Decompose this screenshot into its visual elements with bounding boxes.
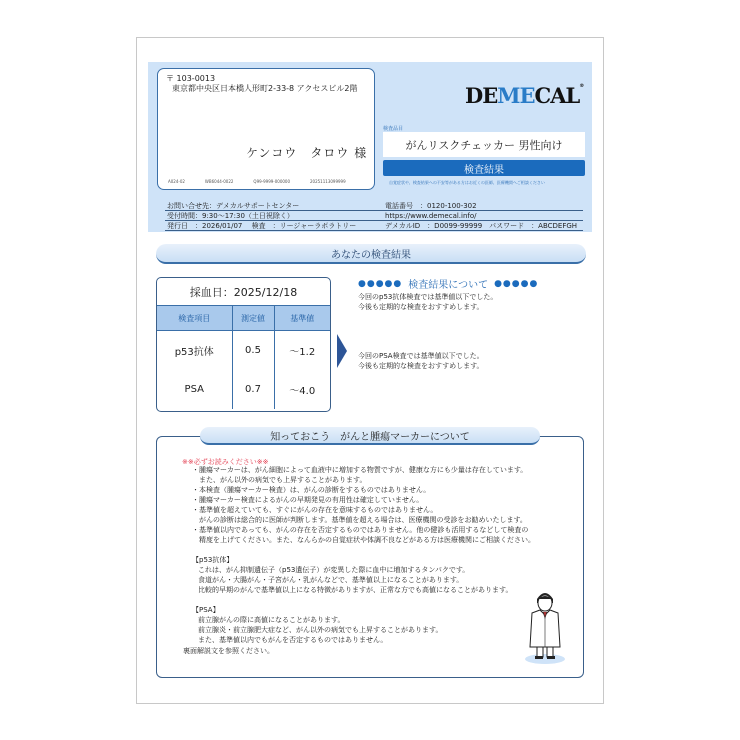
info-right: https://www.demecal.info/ — [385, 212, 477, 220]
result-comment-p53 — [358, 292, 497, 312]
contact-info — [165, 201, 583, 231]
bullet-line: また、がん以外の病気でも上昇することがあります。 — [192, 476, 367, 484]
warning-heading: ※※必ずお読みください※※ — [182, 458, 269, 466]
dots-decoration: ●●●●● — [494, 278, 539, 289]
result-banner: 検査結果 — [383, 160, 585, 176]
bullet-line: 精度を上げてください。また、なんらかの自覚症状や体調不良などがある方は医療機関にご相談ください。 — [192, 536, 535, 544]
about-results-label: 検査結果について — [408, 280, 489, 291]
knowledge-body — [192, 465, 562, 645]
bullet-line: ・基準値以内であっても、がんの存在を否定するものではありません。他の健診も活用するなどして検査の — [192, 526, 529, 534]
code: 20251113099999 — [310, 179, 346, 184]
column-header: 測定値 — [232, 306, 274, 331]
psa-line: また、基準値以内でもがんを否定するものではありません。 — [198, 636, 388, 644]
p53-line: 食道がん・大腸がん・子宮がん・乳がんなどで、基準値以上になることがあります。 — [198, 576, 464, 584]
code: A024-02 — [168, 179, 185, 184]
bullet-line: ・本検査（腫瘍マーカー検査）は、がんの診断をするものではありません。 — [192, 486, 431, 494]
demecal-logo — [465, 83, 583, 108]
recipient-name: ケンコウ タロウ 様 — [246, 146, 368, 160]
info-row — [165, 221, 583, 231]
result-comment-psa — [358, 351, 484, 371]
table-row — [157, 331, 330, 370]
results-table-card — [156, 277, 331, 412]
product-label: 検査品目 — [383, 126, 404, 132]
arrow-right-icon — [337, 334, 347, 368]
info-right: 電話番号 ：0120-100-302 — [385, 202, 477, 210]
registered-mark: ® — [579, 83, 584, 89]
tracking-codes — [168, 179, 368, 184]
logo-part: DE — [465, 83, 498, 108]
test-item: p53抗体 — [174, 346, 214, 358]
comment-line: 今後も定期的な検査をおすすめします。 — [358, 303, 484, 311]
comment-line: 今回のPSA検査では基準値以下でした。 — [358, 352, 484, 360]
table-header-row — [157, 306, 330, 331]
bullet-line: ・基準値を超えていても、すぐにがんの存在を意味するものではありません。 — [192, 506, 438, 514]
dots-decoration: ●●●●● — [358, 278, 403, 289]
table-row — [157, 370, 330, 409]
info-row — [165, 211, 583, 221]
advice-note: 自覚症状や、検査結果への不安等がある方はお近くの医師、医療機関へご相談ください — [389, 180, 545, 185]
logo-part: CAL — [534, 83, 580, 108]
bullet-line: がんの診断は総合的に医師が判断します。基準値を超える場合は、医療機関の受診をお勧めいたします。 — [192, 516, 527, 524]
comment-line: 今回のp53抗体検査では基準値以下でした。 — [358, 293, 498, 301]
test-item: PSA — [184, 383, 204, 395]
column-header: 基準値 — [274, 306, 330, 331]
reference-value: ～1.2 — [274, 331, 330, 370]
code: WB6044-0022 — [204, 179, 234, 184]
info-left: 受付時間：9:30～17:30（土日祝除く） — [167, 212, 294, 220]
collection-date: 採血日：2025/12/18 — [189, 285, 298, 299]
info-right: デメカルID ：D0099-99999 パスワード ：ABCDEFGH — [385, 222, 578, 230]
p53-line: これは、がん抑制遺伝子（p53遺伝子）が変異した際に血中に増加するタンパクです。 — [198, 566, 470, 574]
info-left: 発行日 ：2026/01/07 検査 ：リージャーラボラトリー — [167, 222, 357, 230]
code: Q99-9999-000000 — [253, 179, 290, 184]
reference-value: ～4.0 — [274, 370, 330, 409]
comment-line: 今後も定期的な検査をおすすめします。 — [358, 362, 484, 370]
section-title-results: あなたの検査結果 — [156, 244, 586, 264]
about-results-title — [358, 276, 538, 291]
footer-note: 裏面解説文を参照ください。 — [183, 647, 274, 655]
info-row — [165, 201, 583, 211]
column-header: 検査項目 — [157, 306, 232, 331]
section-title-knowledge: 知っておこう がんと腫瘍マーカーについて — [200, 427, 540, 445]
test-value: 0.7 — [232, 370, 274, 409]
results-table — [157, 305, 330, 409]
info-left: お問い合せ先：デメカルサポートセンター — [167, 202, 300, 210]
address: 東京都中央区日本橋人形町2-33-8 アクセスビル2階 — [172, 84, 358, 93]
bullet-line: ・腫瘍マーカー検査によるがんの早期発見の有用性は確定していません。 — [192, 496, 424, 504]
doctor-illustration-icon — [520, 585, 570, 665]
test-value: 0.5 — [232, 331, 274, 370]
bullet-line: ・腫瘍マーカーは、がん細胞によって血液中に増加する物質ですが、健康な方にも少量は存在しています。 — [192, 466, 528, 474]
psa-line: 前立腺がんの際に高値になることがあります。 — [198, 616, 345, 624]
logo-accent: ME — [497, 83, 535, 108]
address-card — [157, 68, 375, 190]
postal-code: 〒 103-0013 — [166, 74, 216, 83]
psa-line: 前立腺炎・前立腺肥大症など、がん以外の病気でも上昇することがあります。 — [198, 626, 443, 634]
p53-heading: 【p53抗体】 — [192, 556, 234, 564]
p53-line: 比較的早期のがんで基準値以上になる特徴がありますが、正常な方でも高値になることがあります。 — [198, 586, 513, 594]
product-name: がんリスクチェッカー 男性向け — [383, 132, 585, 157]
psa-heading: 【PSA】 — [192, 606, 220, 614]
